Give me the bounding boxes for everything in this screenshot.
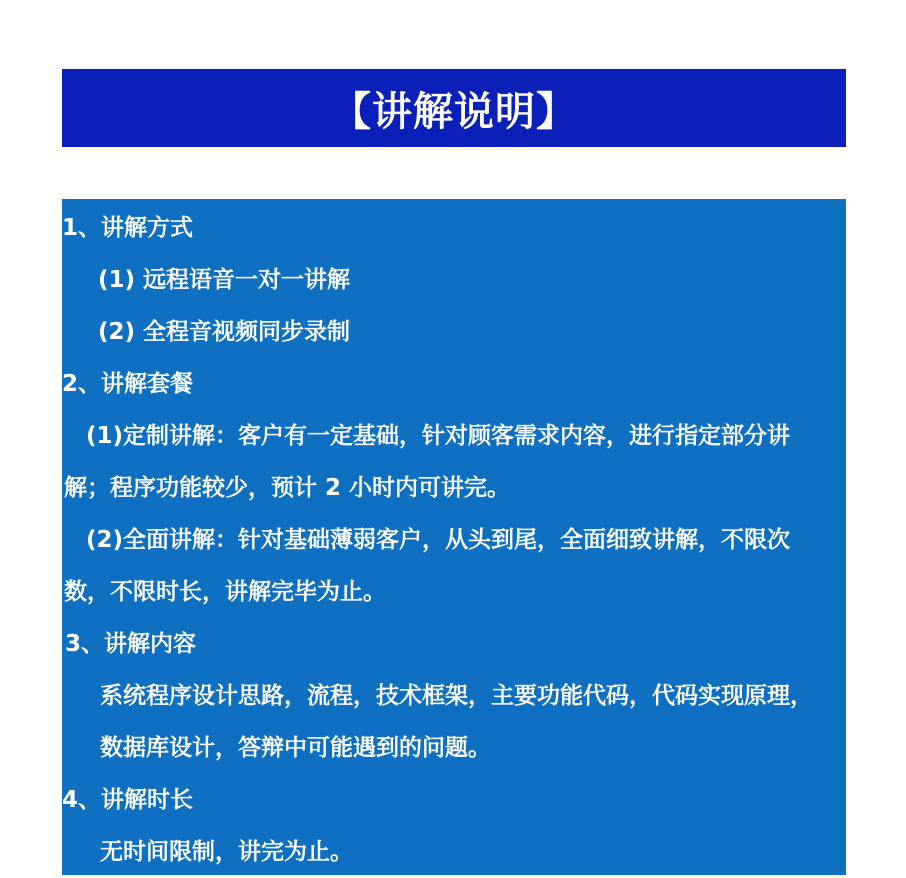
section-heading-content: 3、讲解内容 xyxy=(65,631,197,657)
page-title: 【讲解说明】 xyxy=(331,88,577,135)
method-item-remote-voice: (1) 远程语音一对一讲解 xyxy=(98,267,351,293)
package-custom-line1: (1)定制讲解：客户有一定基础，针对顾客需求内容，进行指定部分讲 xyxy=(86,423,791,449)
package-full-line2: 数，不限时长，讲解完毕为止。 xyxy=(64,579,386,605)
content-body-line1: 系统程序设计思路，流程，技术框架，主要功能代码，代码实现原理， xyxy=(100,683,813,709)
content-body-line2: 数据库设计，答辩中可能遇到的问题。 xyxy=(100,735,491,761)
section-heading-duration: 4、讲解时长 xyxy=(62,787,194,813)
duration-body-line1: 无时间限制，讲完为止。 xyxy=(100,839,353,865)
section-heading-package: 2、讲解套餐 xyxy=(62,371,194,397)
package-custom-line2: 解；程序功能较少，预计 2 小时内可讲完。 xyxy=(64,475,511,501)
content-panel xyxy=(62,199,846,875)
package-full-line1: (2)全面讲解：针对基础薄弱客户，从头到尾，全面细致讲解，不限次 xyxy=(86,527,791,553)
title-banner xyxy=(62,69,846,147)
section-heading-method: 1、讲解方式 xyxy=(62,215,194,241)
method-item-recording: (2) 全程音视频同步录制 xyxy=(98,319,351,345)
